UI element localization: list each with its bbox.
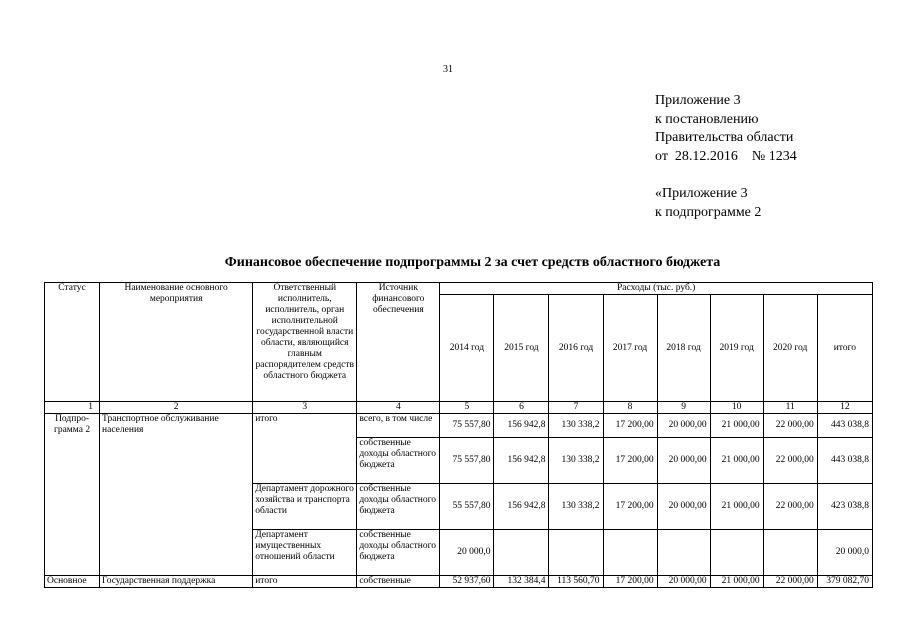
value-cell: 379 082,70 (817, 576, 872, 588)
value-cell: 20 000,00 (657, 438, 710, 484)
appendix-line: к постановлению (655, 111, 759, 127)
value-cell: 443 038,8 (817, 438, 872, 484)
value-cell (657, 530, 710, 576)
column-index-row (45, 402, 873, 414)
header-source: Источник финансового обеспечения (357, 283, 440, 402)
value-cell: 132 384,4 (494, 576, 549, 588)
value-cell: 20 000,0 (817, 530, 872, 576)
value-cell: 55 557,80 (440, 484, 494, 530)
value-cell (763, 530, 817, 576)
column-index: 6 (494, 402, 549, 414)
column-index: 1 (45, 402, 100, 414)
header-year: 2015 год (494, 295, 549, 402)
row-status: Основное (45, 576, 100, 588)
header-year: 2017 год (603, 295, 657, 402)
value-cell: 20 000,00 (657, 484, 710, 530)
value-cell (549, 530, 603, 576)
column-index: 2 (100, 402, 253, 414)
column-index: 7 (549, 402, 603, 414)
value-cell: 17 200,00 (603, 438, 657, 484)
row-executor: итого (253, 414, 357, 484)
column-index: 9 (657, 402, 710, 414)
header-row (45, 283, 873, 295)
row-executor: итого (253, 576, 357, 588)
header-name: Наименование основного мероприятия (100, 283, 253, 402)
row-source: собственные доходы областного бюджета (357, 438, 440, 484)
header-year: итого (817, 295, 872, 402)
value-cell: 17 200,00 (603, 576, 657, 588)
value-cell: 130 338,2 (549, 414, 603, 438)
document-title: Финансовое обеспечение подпрограммы 2 за счет средств областного бюджета (224, 255, 721, 270)
appendix-line: Правительства области (655, 130, 794, 145)
value-cell (603, 530, 657, 576)
column-index: 4 (357, 402, 440, 414)
row-source: всего, в том числе (357, 414, 440, 438)
header-year: 2014 год (440, 295, 494, 402)
value-cell: 21 000,00 (710, 576, 763, 588)
value-cell: 22 000,00 (763, 438, 817, 484)
header-year: 2019 год (710, 295, 763, 402)
column-index: 5 (440, 402, 494, 414)
value-cell: 22 000,00 (763, 576, 817, 588)
value-cell: 22 000,00 (763, 484, 817, 530)
value-cell: 52 937,60 (440, 576, 494, 588)
value-cell: 156 942,8 (494, 414, 549, 438)
value-cell: 17 200,00 (603, 414, 657, 438)
appendix-line: к подпрограмме 2 (655, 204, 762, 220)
column-index: 8 (603, 402, 657, 414)
header-year: 2018 год (657, 295, 710, 402)
value-cell (710, 530, 763, 576)
value-cell: 113 560,70 (549, 576, 603, 588)
value-cell: 130 338,2 (549, 438, 603, 484)
appendix-line: Приложение 3 (655, 93, 741, 108)
header-expenses: Расходы (тыс. руб.) (440, 283, 873, 295)
value-cell: 443 038,8 (817, 414, 872, 438)
value-cell: 156 942,8 (494, 438, 549, 484)
row-executor: Департамент дорожного хозяйства и транспорта области (253, 484, 357, 530)
row-source: собственные доходы областного бюджета (357, 530, 440, 576)
row-source: собственные доходы областного бюджета (357, 484, 440, 530)
column-index: 12 (817, 402, 872, 414)
value-cell: 21 000,00 (710, 414, 763, 438)
value-cell: 130 338,2 (549, 484, 603, 530)
financing-table (44, 282, 873, 588)
table-row (45, 576, 873, 588)
column-index: 10 (710, 402, 763, 414)
column-index: 11 (763, 402, 817, 414)
value-cell: 75 557,80 (440, 414, 494, 438)
value-cell: 21 000,00 (710, 438, 763, 484)
column-index: 3 (253, 402, 357, 414)
value-cell: 156 942,8 (494, 484, 549, 530)
row-source: собственные (357, 576, 440, 588)
header-executor: Ответственный исполнитель, исполнитель, орган исполнительной государственной власти области, являющийся главным распорядителем средств областного бюджета (253, 283, 357, 402)
value-cell: 17 200,00 (603, 484, 657, 530)
value-cell: 423 038,8 (817, 484, 872, 530)
page-number: 31 (443, 64, 453, 75)
value-cell: 20 000,00 (657, 576, 710, 588)
row-name: Государственная поддержка (100, 576, 253, 588)
appendix-line: «Приложение 3 (655, 186, 748, 201)
value-cell: 20 000,0 (440, 530, 494, 576)
value-cell: 20 000,00 (657, 414, 710, 438)
row-executor: Департамент имущественных отношений области (253, 530, 357, 576)
appendix-line: от 28.12.2016 № 1234 (655, 148, 797, 164)
table-row (45, 414, 873, 438)
row-status: Подпро-грамма 2 (45, 414, 100, 576)
header-status: Статус (45, 283, 100, 402)
header-year: 2020 год (763, 295, 817, 402)
value-cell: 22 000,00 (763, 414, 817, 438)
value-cell (494, 530, 549, 576)
row-name: Транспортное обслуживание населения (100, 414, 253, 576)
value-cell: 75 557,80 (440, 438, 494, 484)
appendix-header (655, 92, 797, 222)
value-cell: 21 000,00 (710, 484, 763, 530)
header-year: 2016 год (549, 295, 603, 402)
